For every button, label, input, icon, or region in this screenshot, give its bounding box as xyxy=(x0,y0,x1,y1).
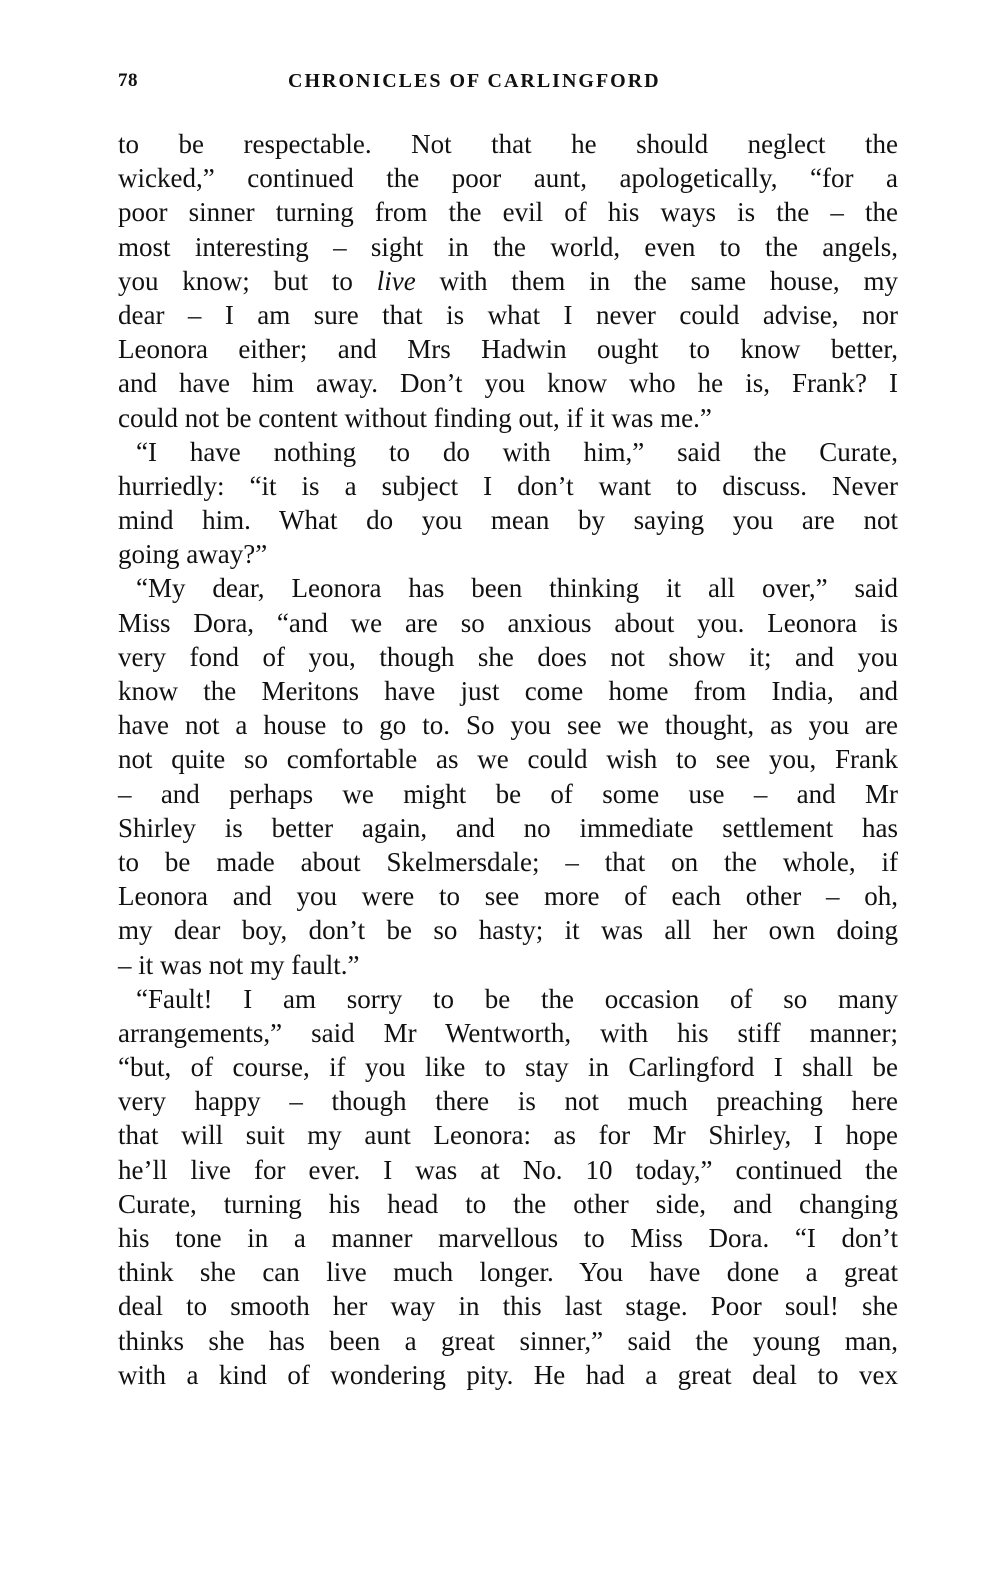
text-line: to be respectable. Not that he should neglect the xyxy=(118,129,898,159)
text-line: and have him away. Don’t you know who he is, Frank? I xyxy=(118,368,898,399)
text-line: thinks she has been a great sinner,” said the young man, xyxy=(118,1325,898,1356)
text-line: to be made about Skelmersdale; – that on the whole, if xyxy=(118,846,898,877)
text-line: could not be content without finding out, if it was me.” xyxy=(118,402,712,433)
page-number: 78 xyxy=(118,70,138,91)
text-line: Curate, turning his head to the other side, and changing xyxy=(118,1188,898,1219)
text-line: with a kind of wondering pity. He had a great deal to vex xyxy=(118,1359,898,1390)
text-line: deal to smooth her way in this last stage. Poor soul! she xyxy=(118,1291,898,1322)
text-line: think she can live much longer. You have done a great xyxy=(118,1257,898,1288)
text-line: arrangements,” said Mr Wentworth, with his stiff manner; xyxy=(118,1017,898,1048)
text-line: “but, of course, if you like to stay in Carlingford I shall be xyxy=(118,1052,898,1083)
body-text xyxy=(118,127,898,1392)
text-line: he’ll live for ever. I was at No. 10 today,” continued the xyxy=(118,1154,898,1185)
text-line xyxy=(118,264,898,298)
text-line: – and perhaps we might be of some use – and Mr xyxy=(118,778,898,809)
text-line: “I have nothing to do with him,” said the Curate, xyxy=(136,436,898,467)
text-line: mind him. What do you mean by saying you are not xyxy=(118,505,898,536)
text-line: wicked,” continued the poor aunt, apologetically, “for a xyxy=(118,163,898,194)
text-line: – it was not my fault.” xyxy=(118,949,360,980)
text-line: “My dear, Leonora has been thinking it all over,” said xyxy=(136,573,898,604)
text-line: very happy – though there is not much preaching here xyxy=(118,1086,898,1117)
text-line: Shirley is better again, and no immediate settlement has xyxy=(118,812,898,843)
text-line: Leonora either; and Mrs Hadwin ought to know better, xyxy=(118,334,898,365)
text-line: that will suit my aunt Leonora: as for Mr Shirley, I hope xyxy=(118,1120,898,1151)
text-line: going away?” xyxy=(118,539,268,570)
text-line: Leonora and you were to see more of each other – oh, xyxy=(118,881,898,912)
text-run: you know; but to xyxy=(118,265,377,296)
text-run: with them in the same house, my xyxy=(415,265,898,296)
text-line: Miss Dora, “and we are so anxious about you. Leonora is xyxy=(118,607,898,638)
text-line: not quite so comfortable as we could wish to see you, Frank xyxy=(118,744,898,775)
text-line: hurriedly: “it is a subject I don’t want to discuss. Never xyxy=(118,470,898,501)
text-line: most interesting – sight in the world, even to the angels, xyxy=(118,231,898,262)
text-line: my dear boy, don’t be so hasty; it was all her own doing xyxy=(118,915,898,946)
running-head xyxy=(118,70,898,100)
running-title: CHRONICLES OF CARLINGFORD xyxy=(288,70,661,92)
text-line: very fond of you, though she does not show it; and you xyxy=(118,641,898,672)
text-line: poor sinner turning from the evil of his ways is the – the xyxy=(118,197,898,228)
text-line: have not a house to go to. So you see we thought, as you are xyxy=(118,710,898,741)
text-line: know the Meritons have just come home from India, and xyxy=(118,676,898,706)
text-line: dear – I am sure that is what I never could advise, nor xyxy=(118,299,898,330)
text-line: “Fault! I am sorry to be the occasion of so many xyxy=(136,983,898,1014)
text-line: his tone in a manner marvellous to Miss Dora. “I don’t xyxy=(118,1223,898,1253)
italic-word: live xyxy=(376,265,416,296)
